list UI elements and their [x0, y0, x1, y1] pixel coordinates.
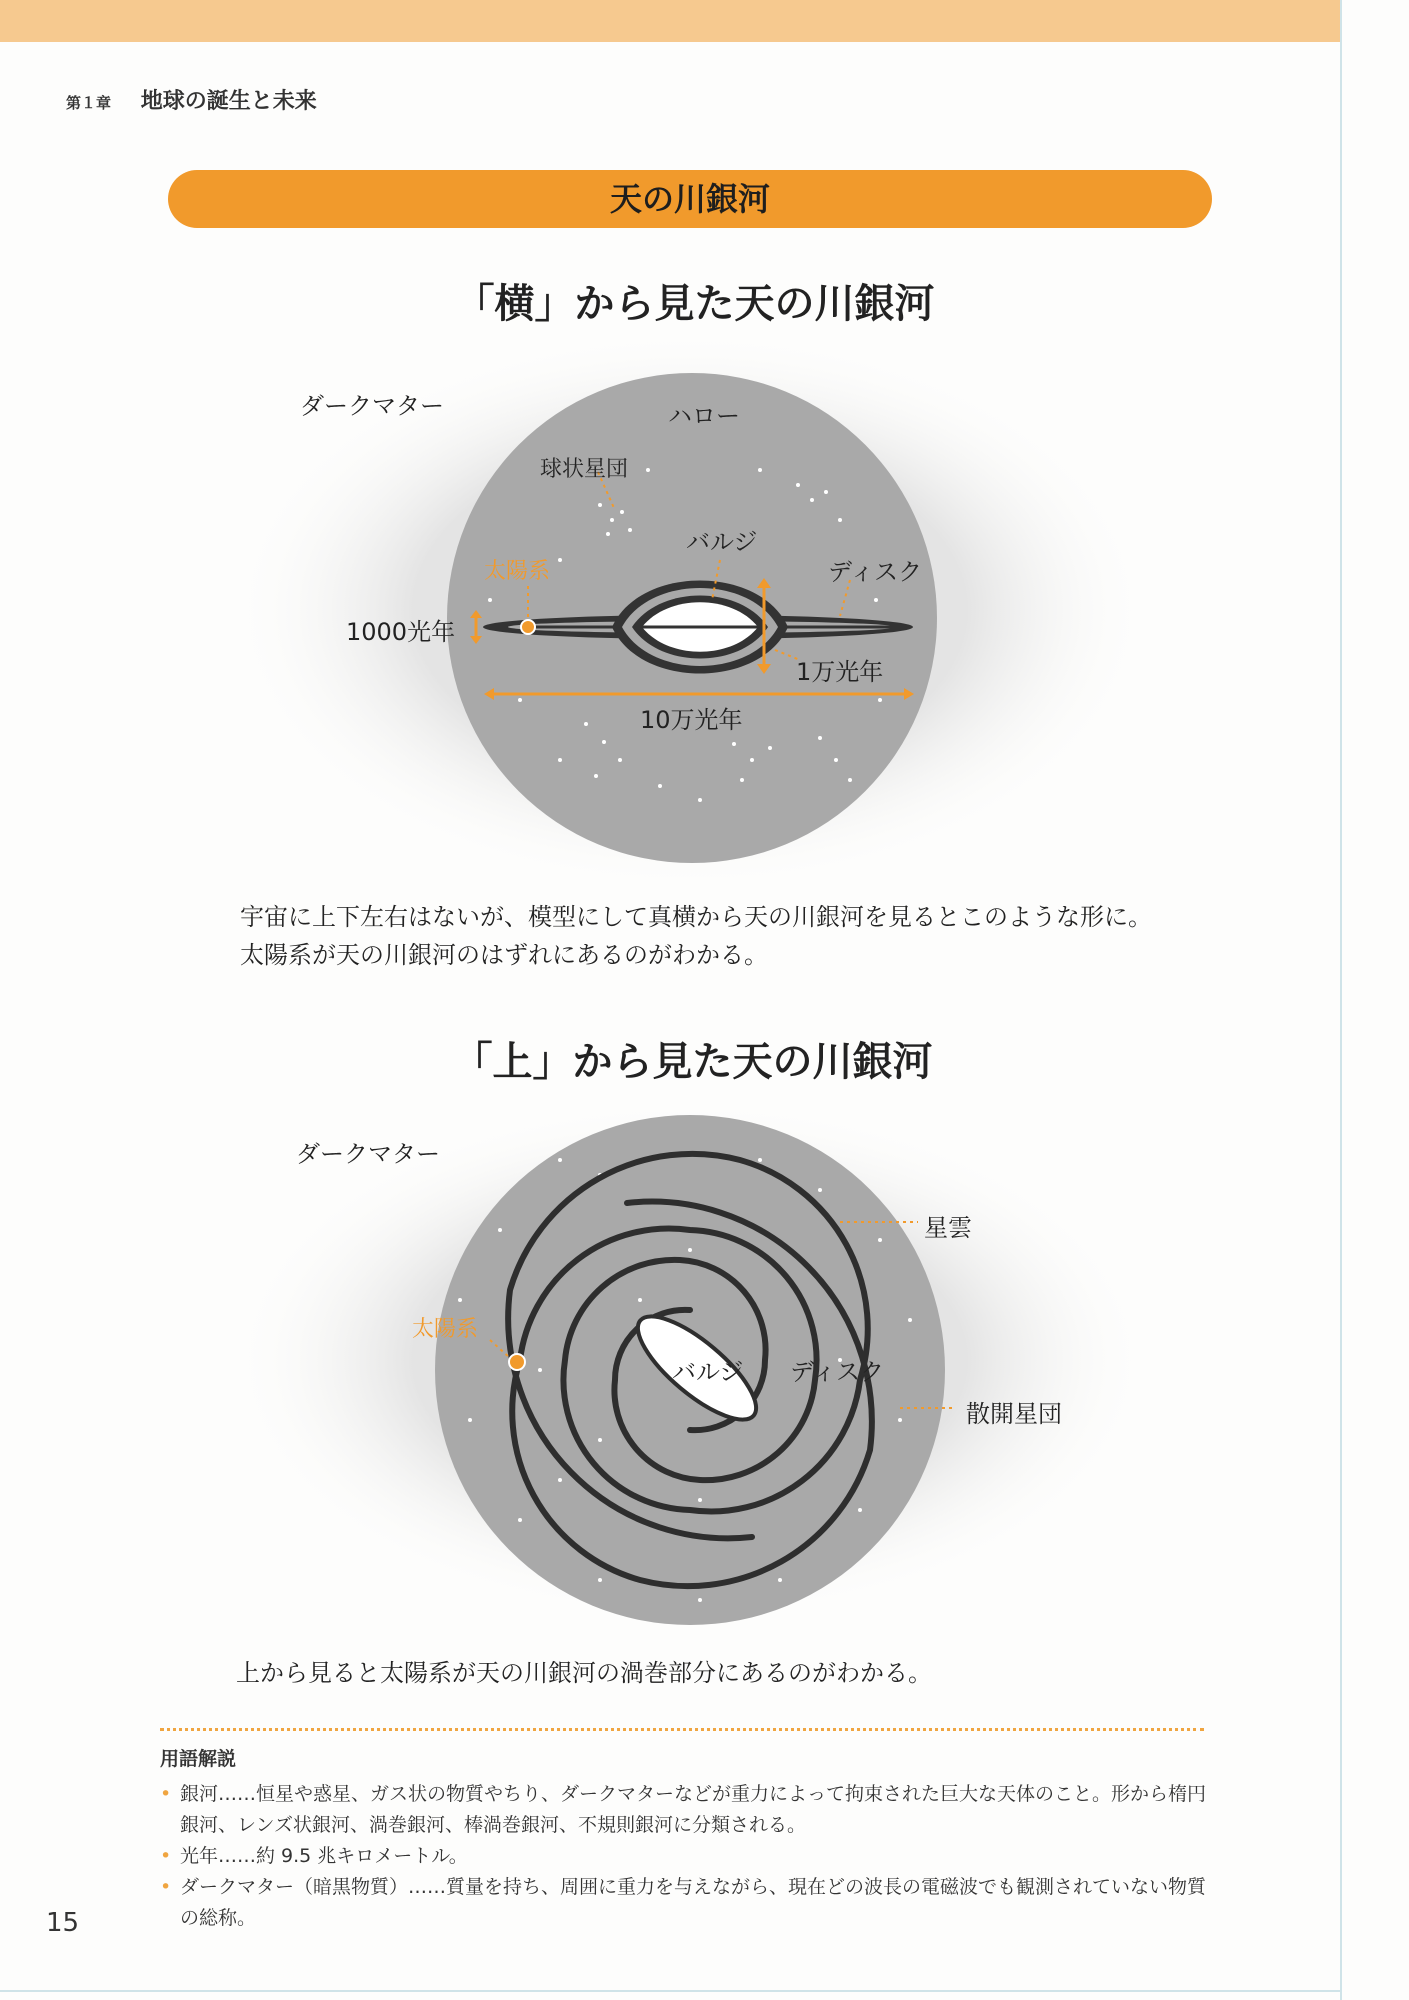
- label-thickness: 1000光年: [346, 618, 456, 646]
- glossary: [160, 1744, 1220, 1934]
- label-nebula: 星雲: [924, 1214, 972, 1242]
- top-view-caption: 上から見ると太陽系が天の川銀河の渦巻部分にあるのがわかる。: [236, 1659, 932, 1687]
- label-top-disk: ディスク: [790, 1358, 885, 1386]
- label-top-solar-system: 太陽系: [412, 1317, 479, 1342]
- glossary-item: • 銀河……恒星や惑星、ガス状の物質やちり、ダークマターなどが重力によって拘束された巨大な天体のこと。形から楕円銀河、レンズ状銀河、渦巻銀河、棒渦巻銀河、不規則銀河に分類される。: [160, 1783, 1207, 1836]
- side-view-heading: 「横」から見た天の川銀河: [454, 281, 935, 327]
- glossary-title: 用語解説: [160, 1748, 237, 1770]
- side-view-caption: 宇宙に上下左右はないが、模型にして真横から天の川銀河を見るとこのような形に。太陽系が天の川銀河のはずれにあるのがわかる。: [240, 903, 1152, 969]
- label-bulge-height: 1万光年: [796, 658, 884, 686]
- glossary-item: • 光年……約 9.5 兆キロメートル。: [160, 1845, 468, 1867]
- label-halo: ハロー: [668, 402, 740, 430]
- label-solar-system: 太陽系: [484, 559, 551, 584]
- chapter-number: 第１章: [66, 94, 112, 112]
- label-diameter: 10万光年: [640, 706, 743, 734]
- label-globular-cluster: 球状星団: [540, 457, 629, 482]
- top-solar-marker: [509, 1354, 525, 1370]
- label-disk: ディスク: [828, 558, 923, 586]
- solar-system-marker: [521, 620, 535, 634]
- chapter-title: 地球の誕生と未来: [140, 89, 317, 114]
- top-view-heading: 「上」から見た天の川銀河: [452, 1039, 933, 1085]
- label-bulge: バルジ: [686, 528, 758, 556]
- label-dark-matter-1: ダークマター: [300, 392, 444, 420]
- section-banner: 天の川銀河: [168, 170, 1212, 228]
- label-dark-matter-2: ダークマター: [296, 1140, 440, 1168]
- glossary-item: • ダークマター（暗黒物質）……質量を持ち、周囲に重力を与えながら、現在どの波長の電磁波でも観測されていない物質の総称。: [160, 1876, 1207, 1929]
- page-number: 15: [46, 1908, 80, 1938]
- label-top-bulge: バルジ: [672, 1358, 744, 1386]
- label-open-cluster: 散開星団: [966, 1400, 1062, 1428]
- glossary-divider: [160, 1728, 1204, 1731]
